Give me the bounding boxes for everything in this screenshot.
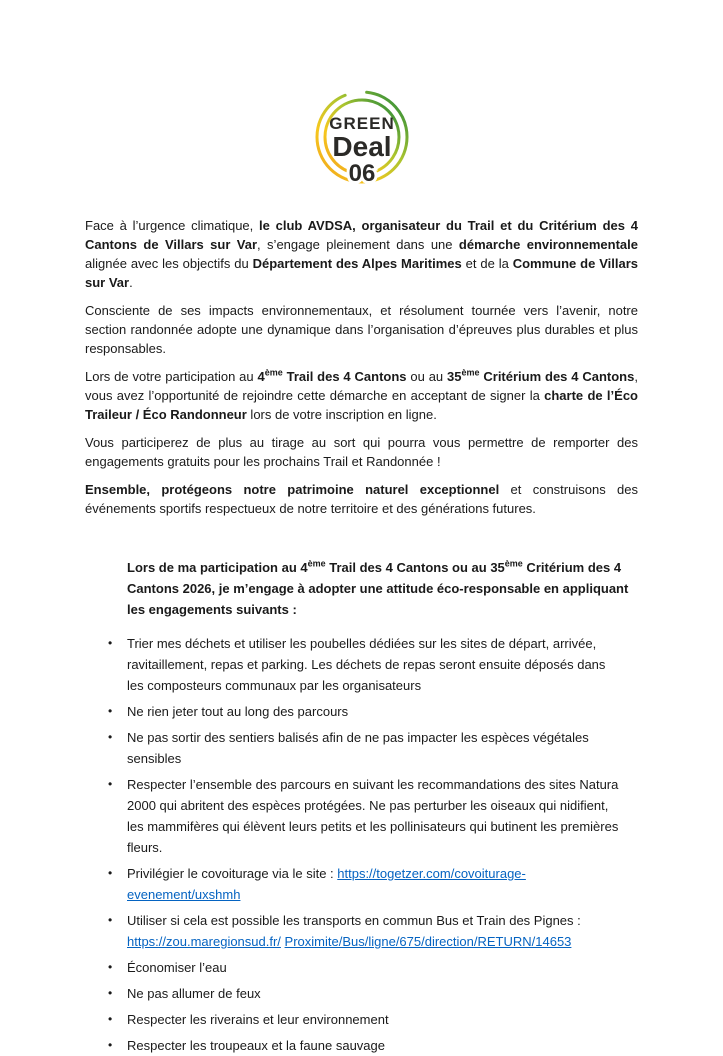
text-run: et de la xyxy=(461,256,513,271)
bullet-text xyxy=(127,774,638,858)
text-run: Respecter les riverains et leur environnement xyxy=(127,1012,389,1027)
bullet-icon: • xyxy=(108,1012,113,1026)
bullet-text xyxy=(127,910,638,952)
list-item xyxy=(108,957,638,978)
hyperlink[interactable]: Proximite/Bus/ligne/675/direction/RETURN/14653 xyxy=(284,934,572,949)
green-deal-06-logo xyxy=(314,82,410,190)
list-item xyxy=(108,633,638,696)
text-run: ème xyxy=(461,367,480,378)
text-run: Consciente de ses impacts environnementaux, et résolument tournée vers l’avenir, notre section randonnée adopte une dynamique dans l’organisation d’épreuves plus durables et plus responsables. xyxy=(85,303,638,356)
text-run: ème xyxy=(504,558,523,569)
text-run: et construisons des événements sportifs respectueux de notre territoire et des générations futures. xyxy=(85,482,638,516)
text-run: alignée avec les objectifs du xyxy=(85,256,253,271)
text-run: Vous participerez de plus au tirage au sort qui pourra vous permettre de remporter des engagements gratuits pour les prochains Trail et Randonnée ! xyxy=(85,435,638,469)
list-item xyxy=(108,1009,638,1030)
paragraph xyxy=(85,216,638,292)
paragraph xyxy=(85,301,638,358)
text-run: ou au xyxy=(406,369,448,384)
text-run: ème xyxy=(307,558,326,569)
bullet-text xyxy=(127,701,638,722)
text-run: Utiliser si cela est possible les transports en commun Bus et Train des Pignes : xyxy=(127,913,581,928)
text-run: Respecter l’ensemble des parcours en suivant les recommandations des sites Natura 2000 qui abritent des espèces protégées. Ne pas perturber les oiseaux qui nidifient, les mammifères qui élèvent leurs petits et les pollinisateurs qui butinent les premières fleurs. xyxy=(127,777,619,855)
bullet-text xyxy=(127,1035,638,1056)
text-run: Ne pas allumer de feux xyxy=(127,986,261,1001)
text-run: Respecter les troupeaux et la faune sauvage xyxy=(127,1038,386,1053)
pledge-list xyxy=(108,633,638,1056)
logo xyxy=(0,0,723,190)
bullet-text xyxy=(127,863,638,905)
text-run: Critérium des 4 Cantons 2026, je m’engage à adopter une attitude éco-responsable en appliquant les engagements suivants : xyxy=(127,560,629,617)
bullet-icon: • xyxy=(108,636,113,650)
list-item xyxy=(108,983,638,1004)
text-run: charte de l’Éco Traileur / Éco Randonneur xyxy=(85,388,638,422)
paragraph xyxy=(85,367,638,424)
bullet-icon: • xyxy=(108,704,113,718)
text-run: Département des Alpes Maritimes xyxy=(252,256,462,271)
text-run: Ne rien jeter tout au long des parcours xyxy=(127,704,349,719)
text-run: Commune de Villars sur Var xyxy=(85,256,638,290)
intro-paragraphs xyxy=(85,216,638,518)
hyperlink[interactable]: https://zou.maregionsud.fr/ xyxy=(127,934,281,949)
text-run: , vous avez l’opportunité de rejoindre cette démarche en acceptant de signer la xyxy=(85,369,638,403)
text-run: Économiser l’eau xyxy=(127,960,227,975)
bullet-icon: • xyxy=(108,986,113,1000)
text-run: Trail des 4 Cantons xyxy=(282,369,407,384)
text-run: Ne pas sortir des sentiers balisés afin de ne pas impacter les espèces végétales sensibles xyxy=(127,730,589,766)
list-item xyxy=(108,910,638,952)
text-run: 35 xyxy=(447,369,462,384)
list-item xyxy=(108,863,638,905)
bullet-text xyxy=(127,633,638,696)
bullet-text xyxy=(127,983,638,1004)
list-item xyxy=(108,701,638,722)
text-run: 4 xyxy=(257,369,265,384)
list-item xyxy=(108,1035,638,1056)
bullet-icon: • xyxy=(108,866,113,880)
text-run: Face à l’urgence climatique, xyxy=(85,218,260,233)
text-run: Lors de ma participation au 4 xyxy=(127,560,308,575)
list-item xyxy=(108,774,638,858)
text-run: Trier mes déchets et utiliser les poubelles dédiées sur les sites de départ, arrivée, ravitaillement, repas et parking. Les déchets de repas seront ensuite déposés dans les composteurs communaux par les organisateurs xyxy=(127,636,606,693)
document-content xyxy=(0,190,723,1056)
bullet-text xyxy=(127,957,638,978)
pledge-intro xyxy=(127,557,632,620)
text-run: le club AVDSA, organisateur du Trail et du Critérium des 4 Cantons de Villars sur Var xyxy=(85,218,638,252)
list-item xyxy=(108,727,638,769)
text-run: Privilégier le covoiturage via le site : xyxy=(127,866,338,881)
paragraph xyxy=(85,480,638,518)
bullet-icon: • xyxy=(108,730,113,744)
text-run: . xyxy=(129,275,133,290)
bullet-icon: • xyxy=(108,777,113,791)
text-run: Trail des 4 Cantons ou au 35 xyxy=(325,560,505,575)
text-run: Critérium des 4 Cantons xyxy=(479,369,635,384)
text-run: Ensemble, protégeons notre patrimoine naturel exceptionnel xyxy=(85,482,500,497)
bullet-text xyxy=(127,1009,638,1030)
bullet-text xyxy=(127,727,638,769)
bullet-icon: • xyxy=(108,1038,113,1052)
text-run: lors de votre inscription en ligne. xyxy=(246,407,437,422)
text-run: démarche environnementale xyxy=(458,237,638,252)
paragraph xyxy=(85,433,638,471)
text-run: , s’engage pleinement dans une xyxy=(257,237,459,252)
logo-text-green: GREEN xyxy=(328,114,395,133)
text-run: ème xyxy=(264,367,283,378)
bullet-icon: • xyxy=(108,960,113,974)
bullet-icon: • xyxy=(108,913,113,927)
logo-text-06: 06 xyxy=(348,160,375,187)
text-run: Lors de votre participation au xyxy=(85,369,258,384)
hyperlink[interactable]: https://togetzer.com/covoiturage-evenement/uxshmh xyxy=(127,866,526,902)
logo-text-deal: Deal xyxy=(331,131,392,162)
